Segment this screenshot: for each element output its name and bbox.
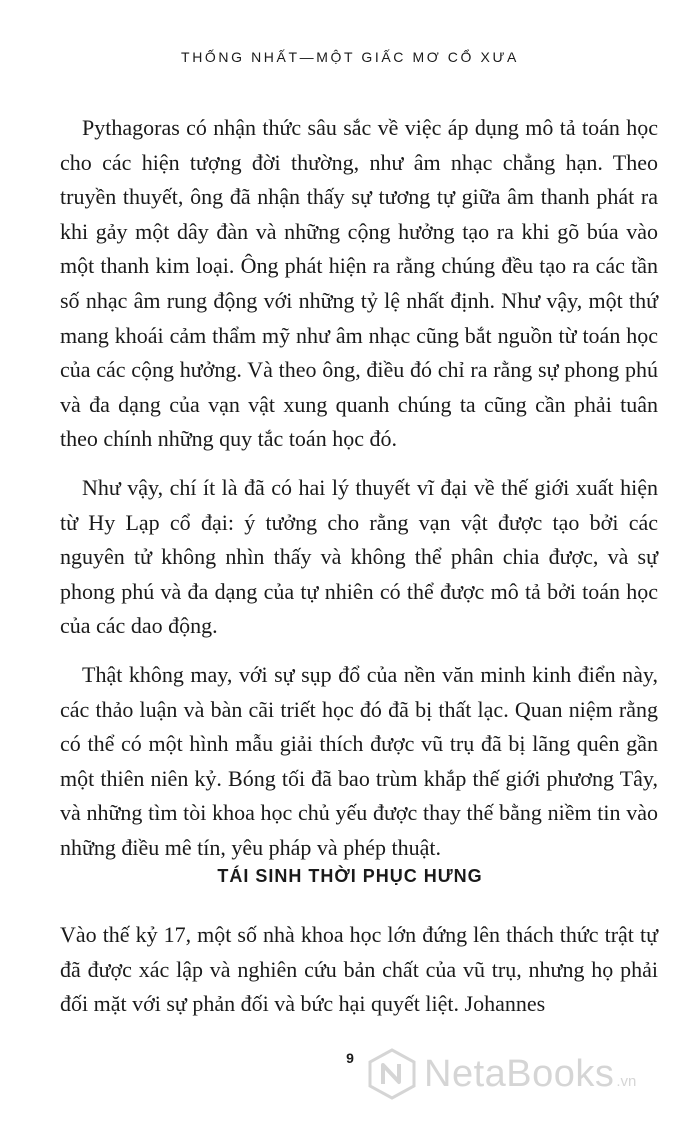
watermark xyxy=(368,1046,636,1102)
main-text xyxy=(60,111,658,879)
paragraph-17th-century: Vào thế kỷ 17, một số nhà khoa học lớn đứng lên thách thức trật tự đã được xác lập và nghiên cứu bản chất của vũ trụ, nhưng họ phải đối mặt với sự phản đối và bức hại quyết liệt. Johannes xyxy=(60,922,658,1017)
section-text xyxy=(60,918,658,1022)
paragraph-pythagoras: Pythagoras có nhận thức sâu sắc về việc áp dụng mô tả toán học cho các hiện tượng đời thường, như âm nhạc chẳng hạn. Theo truyền thuyết, ông đã nhận thấy sự tương tự giữa âm thanh phát ra khi gảy một dây đàn và những cộng hưởng tạo ra khi gõ búa vào một thanh kim loại. Ông phát hiện ra rằng chúng đều tạo ra các tần số nhạc âm rung động với những tỷ lệ nhất định. Như vậy, một thứ mang khoái cảm thẩm mỹ như âm nhạc cũng bắt nguồn từ toán học của các cộng hưởng. Và theo ông, điều đó chỉ ra rằng sự phong phú và đa dạng của vạn vật xung quanh chúng ta cũng cần phải tuân theo chính những quy tắc toán học đó. xyxy=(60,115,658,452)
page-number: 9 xyxy=(346,1050,354,1066)
paragraph-dark-ages: Thật không may, với sự sụp đổ của nền văn minh kinh điển này, các thảo luận và bàn cãi triết học đó đã bị thất lạc. Quan niệm rằng có thể có một hình mẫu giải thích được vũ trụ đã bị lãng quên gần một thiên niên kỷ. Bóng tối đã bao trùm khắp thế giới phương Tây, và những tìm tòi khoa học chủ yếu được thay thế bằng niềm tin vào những điều mê tín, yêu pháp và phép thuật. xyxy=(60,661,658,860)
section-heading: TÁI SINH THỜI PHỤC HƯNG xyxy=(217,866,483,886)
paragraph-two-theories: Như vậy, chí ít là đã có hai lý thuyết vĩ đại về thế giới xuất hiện từ Hy Lạp cổ đại: ý tưởng cho rằng vạn vật được tạo bởi các nguyên tử không nhìn thấy và không thể phân chia được, và sự phong phú và đa dạng của tự nhiên có thể được mô tả bởi toán học của các dao động. xyxy=(60,474,658,639)
watermark-suffix: .vn xyxy=(616,1072,637,1090)
running-header: THỐNG NHẤT—MỘT GIẤC MƠ CỔ XƯA xyxy=(181,49,519,65)
netabooks-logo-icon xyxy=(368,1048,416,1100)
watermark-brand: NetaBooks xyxy=(424,1052,615,1095)
